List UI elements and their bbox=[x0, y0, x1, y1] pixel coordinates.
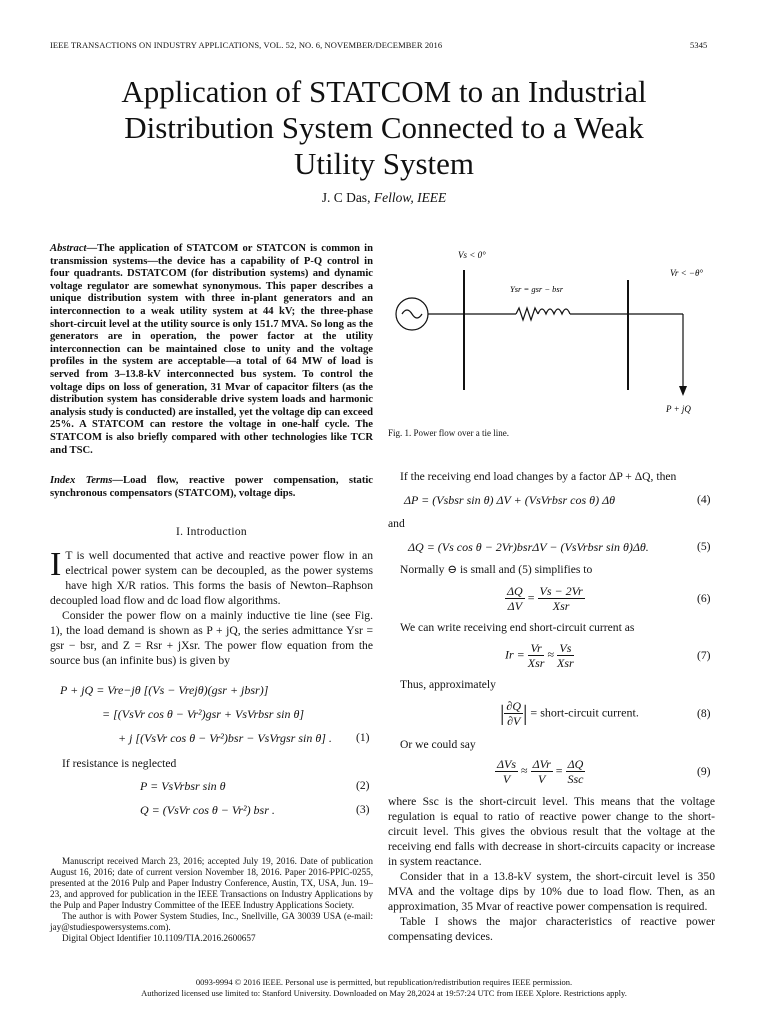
label-load: P + jQ bbox=[666, 404, 691, 414]
page-number: 5345 bbox=[690, 40, 708, 50]
ac-symbol bbox=[402, 310, 422, 318]
eq3: Q = (VsVr cos θ − Vr²) bsr . bbox=[140, 803, 275, 817]
label-vr: Vr < −θ° bbox=[670, 268, 703, 278]
eq4: ΔP = (Vsbsr sin θ) ΔV + (VsVrbsr cos θ) Δθ bbox=[404, 493, 616, 507]
copyright-notice: 0093-9994 © 2016 IEEE. Personal use is permitted, but republication/redistribution requires IEEE permission. bbox=[195, 977, 573, 987]
drop-cap: I bbox=[50, 546, 62, 583]
eq1-line1: P + jQ = Vre−jθ [(Vs − Vrejθ)(gsr + jbsr)] bbox=[60, 683, 269, 697]
eq2-number: (2) bbox=[356, 779, 370, 792]
abstract bbox=[50, 243, 373, 457]
right-column-body bbox=[388, 794, 715, 944]
paragraph-table: Table I shows the major characteristics of reactive power compensating devices. bbox=[388, 915, 715, 943]
load-arrow bbox=[679, 386, 687, 396]
eq7-b: $\frac{Vs}{\text{Xsr}}$ bbox=[557, 641, 574, 670]
resistor bbox=[516, 308, 538, 320]
intro-paragraph-1: T is well documented that active and reactive power flow in an electrical power system can be decoupled, as the power systems have high X/R ratios. This forms the basis of Newton–Raphson decoupled load flow and dc load flow algorithms. bbox=[50, 549, 373, 607]
abstract-label: Abstract bbox=[50, 243, 87, 254]
eq6-rhs: $\frac{Vs - 2Vr}{\text{Xsr}}$ bbox=[539, 584, 583, 613]
right-text-orwe: Or we could say bbox=[400, 738, 476, 751]
eq8-partial: $\frac{\partial Q}{\partial V}$ bbox=[506, 699, 522, 728]
footnote-manuscript: Manuscript received March 23, 2016; accepted July 19, 2016. Date of publication August 16, 2016; date of current version November 18, 2016. Paper 2016-PPIC-0255, presented at the 2016 Pulp and Paper Industry Conference, Austin, TX, USA, Jun. 19–23, and approved for publication in the IEEE Transactions on Industry Applications by the Pulp and Paper Industry Committee of the IEEE Industry Applications Society. bbox=[50, 856, 373, 910]
figure-1-diagram bbox=[388, 240, 718, 420]
eq7-a: $\frac{Vr}{\text{Xsr}}$ bbox=[527, 641, 545, 670]
eq4-number: (4) bbox=[697, 493, 711, 506]
author-name: J. C Das, bbox=[321, 190, 371, 205]
intro-text bbox=[50, 548, 373, 668]
eq6: $\frac{\Delta Q}{\Delta V}$ = $\frac{Vs - 2Vr}{\text{Xsr}}$ bbox=[507, 584, 583, 613]
eq5-number: (5) bbox=[697, 540, 711, 553]
running-header: IEEE TRANSACTIONS ON INDUSTRY APPLICATIONS, VOL. 52, NO. 6, NOVEMBER/DECEMBER 2016 bbox=[50, 40, 443, 50]
index-terms-label: Index Terms bbox=[50, 475, 113, 486]
inductor bbox=[538, 309, 570, 314]
right-text-receiving: We can write receiving end short-circuit current as bbox=[400, 621, 635, 634]
license-notice: Authorized licensed use limited to: Stanford University. Downloaded on May 28,2024 at 19:57:24 UTC from IEEE Xplore. Restrictions apply. bbox=[141, 988, 627, 998]
eq8: | $\frac{\partial Q}{\partial V}$ | = short-circuit current. bbox=[500, 699, 639, 728]
intro-paragraph-2: Consider the power flow on a mainly inductive tie line (see Fig. 1), the load demand is shown as P + jQ, the series admittance Ysr = gsr − bsr, and Z = Rsr + jXsr. The power flow equation from the source bus (an infinite bus) is given by bbox=[50, 609, 373, 667]
eq1-line2: = [(VsVr cos θ − Vr²)gsr + VsVrbsr sin θ] bbox=[102, 707, 305, 721]
paragraph-where: where Ssc is the short-circuit level. This means that the voltage regulation is equal to ratio of reactive power change to the short-circuit level. This gives the obvious result that the voltage at the receiving end falls with decrease in short-circuits capacity or increase in system reactance. bbox=[388, 795, 715, 868]
eq9-number: (9) bbox=[697, 765, 711, 778]
eq9-b: $\frac{\text{ΔVr}}{V}$ bbox=[532, 757, 551, 786]
eq6-number: (6) bbox=[697, 592, 711, 605]
eq8-number: (8) bbox=[697, 707, 711, 720]
right-text-normally: Normally ⊖ is small and (5) simplifies to bbox=[400, 563, 593, 576]
eq5: ΔQ = (Vs cos θ − 2Vr)bsrΔV − (VsVrbsr sin θ)Δθ. bbox=[408, 540, 649, 554]
eq1-number: (1) bbox=[356, 731, 370, 744]
eq2: P = VsVrbsr sin θ bbox=[140, 779, 226, 793]
index-terms bbox=[50, 475, 373, 500]
label-vs: Vs < 0° bbox=[458, 250, 486, 260]
title-line-1: Application of STATCOM to an Industrial bbox=[121, 74, 647, 109]
eq1-line3: + j [(VsVr cos θ − Vr²)bsr − VsVrgsr sin θ] . bbox=[118, 731, 332, 745]
eq3-number: (3) bbox=[356, 803, 370, 816]
right-text-and: and bbox=[388, 517, 405, 530]
right-text-intro4: If the receiving end load changes by a factor ΔP + ΔQ, then bbox=[400, 470, 677, 483]
eq9: $\frac{\text{ΔVs}}{V}$ ≈ $\frac{\text{ΔVr}}{V}$ = $\frac{\Delta Q}{\text{Ssc}}$ bbox=[497, 757, 584, 786]
eq7: Ir = $\frac{Vr}{\text{Xsr}}$ ≈ $\frac{Vs}{\text{Xsr}}$ bbox=[505, 641, 574, 670]
section-heading: I. Introduction bbox=[176, 526, 247, 538]
footnote-author: The author is with Power System Studies, Inc., Snellville, GA 30039 USA (e-mail: jay@studiespowersystems.com). bbox=[50, 911, 373, 932]
author-line bbox=[0, 190, 768, 206]
footnote-doi: Digital Object Identifier 10.1109/TIA.2016.2600657 bbox=[62, 933, 256, 943]
eq7-number: (7) bbox=[697, 649, 711, 662]
eq6-lhs: $\frac{\Delta Q}{\Delta V}$ bbox=[507, 584, 523, 613]
right-text-thus: Thus, approximately bbox=[400, 678, 496, 691]
figure-1-caption: Fig. 1. Power flow over a tie line. bbox=[388, 428, 509, 438]
paragraph-consider: Consider that in a 13.8-kV system, the short-circuit level is 350 MVA and the voltage dips by 10% due to load flow. Then, as an approximation, 35 Mvar of reactive power compensation is required. bbox=[388, 870, 715, 913]
title-line-2: Distribution System Connected to a Weak bbox=[124, 110, 644, 145]
index-terms-text: —Load flow, reactive power compensation, static synchronous compensators (STATCOM), voltage dips. bbox=[50, 475, 373, 499]
eq9-c: $\frac{\Delta Q}{\text{Ssc}}$ bbox=[567, 757, 584, 786]
eq9-a: $\frac{\text{ΔVs}}{V}$ bbox=[497, 757, 517, 786]
footnote bbox=[50, 856, 373, 944]
author-role: Fellow, IEEE bbox=[373, 190, 447, 205]
intro-paragraph-3: If resistance is neglected bbox=[62, 757, 177, 770]
label-admittance: Ysr = gsr − bsr bbox=[510, 284, 564, 294]
abstract-text: —The application of STATCOM or STATCON is common in transmission systems—the device has a capability of P-Q control in four quadrants. DSTATCOM (for distribution systems) and dynamic voltage regulator are somewhat synonymous. This paper describes a unique distribution system with three in-plant generators and an interconnection to a weak utility system at 44 kV; the three-phase short-circuit level at the utility source is only 151.7 MVA. So long as the generators are in operation, the power factor at the utility interconnection can be maintained close to unity and the voltage profiles in the system are acceptable—a total of 64 MW of load is served from 3–13.8-kV interconnected bus system. To control the voltage dips on loss of generation, 31 Mvar of capacitor filters (as the distribution system has considerable drive system loads and harmonic analysis study is conducted) are installed, yet the voltage dip can exceed 25%. A STATCOM can restore the voltage in one-half cycle. The STATCOM is also briefly compared with other technologies like TCR and TSC. bbox=[50, 243, 373, 456]
paper-title bbox=[0, 74, 768, 182]
title-line-3: Utility System bbox=[294, 146, 474, 181]
